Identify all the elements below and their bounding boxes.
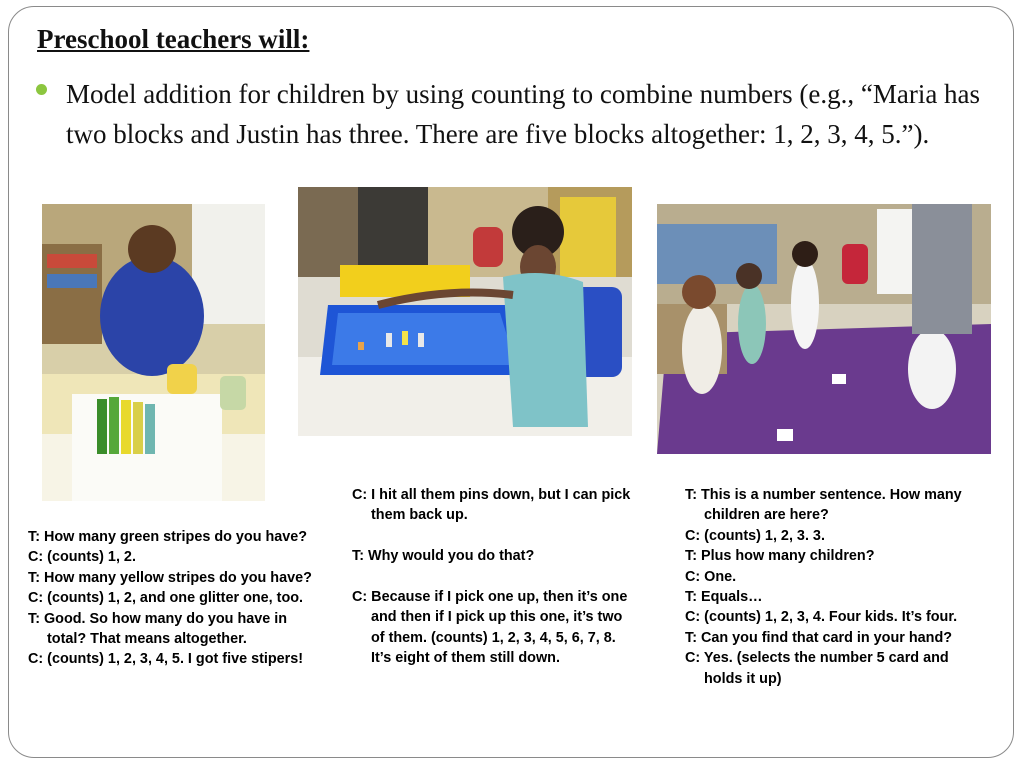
bullet-text: Model addition for children by using counting to combine numbers (e.g., “Maria has two blocks and Justin has three. There are five blocks altogether: 1, 2, 3, 4, 5.”).: [66, 79, 981, 149]
dialog-left: [28, 527, 328, 670]
dialog-middle: [352, 485, 637, 669]
dialog-line: T: Equals…: [685, 589, 763, 606]
dialog-line: C: I hit all them pins down, but I can pick them back up.: [352, 487, 631, 524]
dialog-line: C: (counts) 1, 2, 3. 3.: [685, 527, 825, 544]
dialog-line: T: This is a number sentence. How many children are here?: [685, 487, 962, 524]
dialog-line: C: (counts) 1, 2, 3, 4. Four kids. It’s four.: [685, 609, 958, 626]
dialog-line: C: (counts) 1, 2, and one glitter one, too.: [28, 590, 304, 607]
dialog-line: T: Why would you do that?: [352, 548, 535, 565]
slide-title: Preschool teachers will:: [37, 24, 310, 54]
dialog-line: C: Because if I pick one up, then it’s one and then if I pick up this one, it’s two of them. (counts) 1, 2, 3, 4, 5, 6, 7, 8. It’s eight of them still down.: [352, 589, 628, 667]
dialog-line: C: One.: [685, 568, 737, 585]
dialog-line: C: Yes. (selects the number 5 card and holds it up): [685, 650, 949, 687]
dialog-line: C: (counts) 1, 2, 3, 4, 5. I got five stipers!: [28, 651, 304, 668]
dialog-line: C: (counts) 1, 2.: [28, 549, 136, 566]
dialog-spacer: [352, 567, 637, 587]
dialog-right: [685, 485, 985, 689]
dialog-line: T: Good. So how many do you have in total? That means altogether.: [28, 610, 288, 648]
bullet-dot-icon: [36, 84, 47, 95]
photo-girl-tray: [298, 187, 632, 436]
dialog-line: T: Plus how many children?: [685, 548, 875, 565]
dialog-spacer: [352, 526, 637, 546]
dialog-line: T: Can you find that card in your hand?: [685, 629, 953, 646]
dialog-line: T: How many yellow stripes do you have?: [28, 569, 312, 586]
photo-children-rug: [657, 204, 991, 454]
dialog-line: T: How many green stripes do you have?: [28, 529, 308, 545]
photo-boy-painting: [42, 204, 265, 501]
